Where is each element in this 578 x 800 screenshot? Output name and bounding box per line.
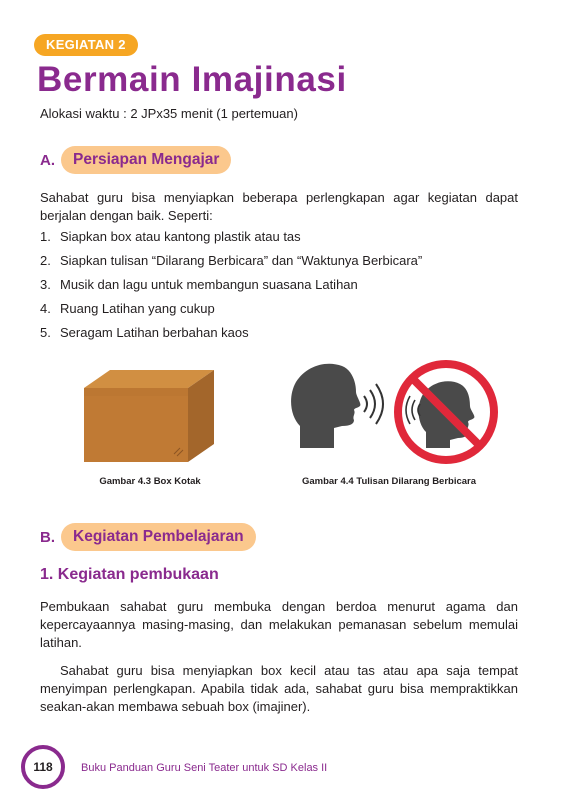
section-a-heading — [40, 145, 231, 175]
book-title-footer: Buku Panduan Guru Seni Teater untuk SD Kelas II — [81, 762, 328, 774]
intro-paragraph: Sahabat guru bisa menyiapkan beberapa perlengkapan agar kegiatan dapat berjalan dengan baik. Seperti: — [40, 190, 518, 223]
section-a-letter: A. — [40, 151, 55, 169]
page-number: 118 — [33, 760, 53, 774]
section-b-letter: B. — [40, 528, 55, 546]
box-illustration — [80, 366, 220, 466]
page-title: Bermain Imajinasi — [37, 60, 347, 99]
section-b-heading — [40, 522, 256, 552]
list-item: 5. Seragam Latihan berbahan kaos — [40, 325, 249, 340]
subsection-heading: 1. Kegiatan pembukaan — [40, 566, 219, 583]
equipment-list — [40, 229, 422, 349]
time-allocation: Alokasi waktu : 2 JPx35 menit (1 pertemuan) — [40, 106, 298, 121]
activity-badge: KEGIATAN 2 — [34, 34, 138, 56]
list-item: 2. Siapkan tulisan “Dilarang Berbicara” dan “Waktunya Berbicara” — [40, 253, 423, 268]
opening-paragraph: Pembukaan sahabat guru membuka dengan berdoa menurut agama dan kepercayaannya masing-masing, dan melakukan pemanasan sebelum memulai latihan. — [40, 599, 518, 650]
section-b-label: Kegiatan Pembelajaran — [61, 523, 256, 551]
box-caption: Gambar 4.3 Box Kotak — [99, 476, 201, 487]
talk-caption: Gambar 4.4 Tulisan Dilarang Berbicara — [301, 476, 477, 487]
list-item: 3. Musik dan lagu untuk membangun suasana Latihan — [40, 277, 358, 292]
list-item: 4. Ruang Latihan yang cukup — [40, 301, 215, 316]
box-paragraph: Sahabat guru bisa menyiapkan box kecil atau tas atau apa saja tempat menyimpan perlengkapan. Apabila tidak ada, sahabat guru bisa mempraktikkan seakan-akan membawa sebuah box (imajiner). — [40, 663, 518, 714]
no-talking-sign-icon — [390, 356, 502, 468]
section-a-label: Persiapan Mengajar — [61, 146, 231, 174]
list-item: 1. Siapkan box atau kantong plastik atau tas — [40, 229, 301, 244]
